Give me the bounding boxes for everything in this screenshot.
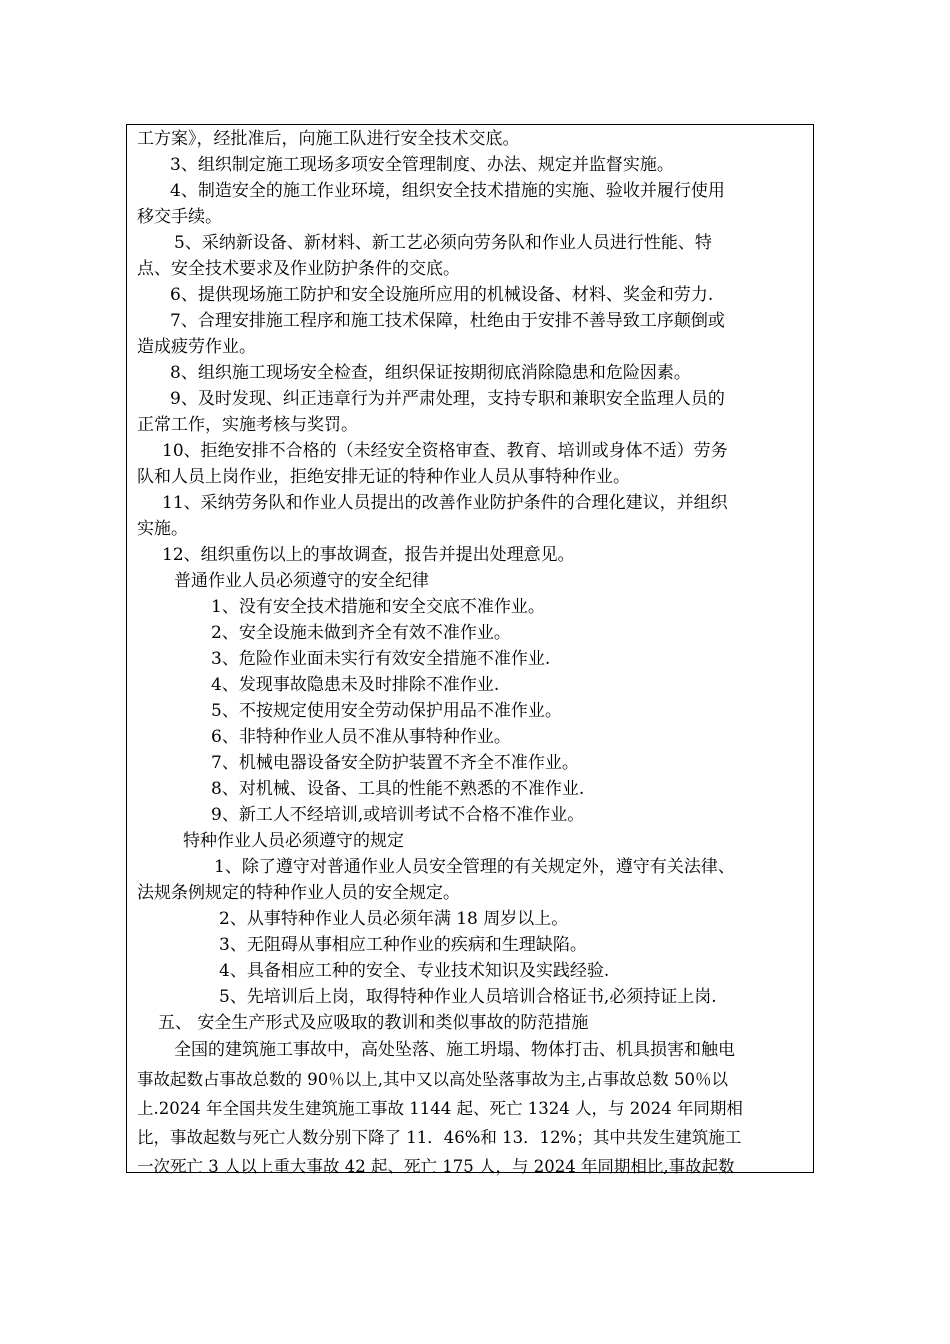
text-line: 实施。: [137, 519, 188, 539]
text-line: 造成疲劳作业。: [137, 337, 256, 357]
list-item: 7、机械电器设备安全防护装置不齐全不准作业。: [211, 753, 579, 773]
text-line: 队和人员上岗作业，拒绝安排无证的特种作业人员从事特种作业。: [137, 467, 630, 487]
list-item: 5、不按规定使用安全劳动保护用品不准作业。: [211, 701, 562, 721]
list-item: 6、非特种作业人员不准从事特种作业。: [211, 727, 511, 747]
section-heading: 五、 安全生产形式及应吸取的教训和类似事故的防范措施: [158, 1013, 589, 1033]
text-line: 9、及时发现、纠正违章行为并严肃处理，支持专职和兼职安全监理人员的: [170, 389, 725, 409]
text-line: 8、组织施工现场安全检查，组织保证按期彻底消除隐患和危险因素。: [170, 363, 691, 383]
text-line: 5、采纳新设备、新材料、新工艺必须向劳务队和作业人员进行性能、特: [174, 233, 712, 253]
paragraph-line: 全国的建筑施工事故中，高处坠落、施工坍塌、物体打击、机具损害和触电: [174, 1040, 735, 1060]
list-item: 5、先培训后上岗，取得特种作业人员培训合格证书,必须持证上岗.: [219, 987, 717, 1007]
text-line: 正常工作，实施考核与奖罚。: [137, 415, 358, 435]
section-heading: 普通作业人员必须遵守的安全纪律: [174, 571, 429, 591]
paragraph-line: 比，事故起数与死亡人数分别下降了 11．46%和 13．12%；其中共发生建筑施工: [137, 1128, 742, 1147]
paragraph-line: 事故起数占事故总数的 90％以上,其中又以高处坠落事故为主,占事故总数 50％以: [137, 1070, 728, 1089]
text-line: 7、合理安排施工程序和施工技术保障，杜绝由于安排不善导致工序颠倒或: [170, 311, 725, 331]
list-item: 9、新工人不经培训,或培训考试不合格不准作业。: [211, 805, 585, 825]
list-item: 1、除了遵守对普通作业人员安全管理的有关规定外，遵守有关法律、: [214, 857, 735, 877]
paragraph-line: 上.2024 年全国共发生建筑施工事故 1144 起、死亡 1324 人，与 2024 年同期相: [137, 1099, 743, 1118]
text-line: 11、采纳劳务队和作业人员提出的改善作业防护条件的合理化建议，并组织: [162, 493, 728, 513]
paragraph-line: 一次死亡 3 人以上重大事故 42 起、死亡 175 人，与 2024 年同期相比,事故起数: [137, 1157, 735, 1176]
text-line: 点、安全技术要求及作业防护条件的交底。: [137, 259, 460, 279]
text-line: 3、组织制定施工现场多项安全管理制度、办法、规定并监督实施。: [170, 155, 674, 175]
list-item: 3、无阻碍从事相应工种作业的疾病和生理缺陷。: [219, 935, 587, 955]
text-line: 移交手续。: [137, 207, 222, 227]
text-line: 工方案》，经批准后，向施工队进行安全技术交底。: [137, 129, 520, 149]
text-line: 12、组织重伤以上的事故调查，报告并提出处理意见。: [162, 545, 575, 565]
list-item: 4、具备相应工种的安全、专业技术知识及实践经验.: [219, 961, 610, 981]
text-line: 6、提供现场施工防护和安全设施所应用的机械设备、材料、奖金和劳力.: [170, 285, 714, 305]
text-line: 10、拒绝安排不合格的（未经安全资格审查、教育、培训或身体不适）劳务: [162, 441, 728, 461]
list-item: 4、发现事故隐患未及时排除不准作业.: [211, 675, 500, 695]
list-item: 8、对机械、设备、工具的性能不熟悉的不准作业.: [211, 779, 585, 799]
list-item: 3、危险作业面未实行有效安全措施不准作业.: [211, 649, 551, 669]
list-item: 2、从事特种作业人员必须年满 18 周岁以上。: [219, 909, 569, 929]
section-heading: 特种作业人员必须遵守的规定: [183, 831, 404, 851]
list-item: 1、没有安全技术措施和安全交底不准作业。: [211, 597, 545, 617]
text-line: 法规条例规定的特种作业人员的安全规定。: [137, 883, 460, 903]
text-line: 4、制造安全的施工作业环境，组织安全技术措施的实施、验收并履行使用: [170, 181, 725, 201]
list-item: 2、安全设施未做到齐全有效不准作业。: [211, 623, 511, 643]
